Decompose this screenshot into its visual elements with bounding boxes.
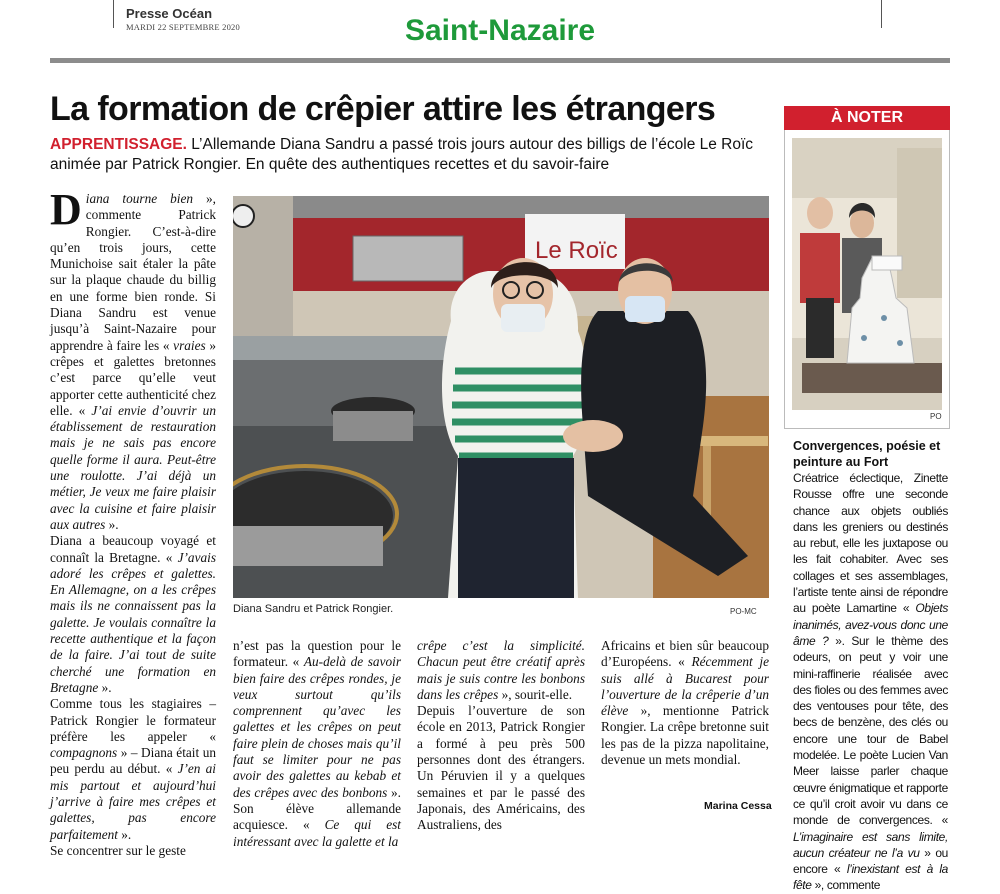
article-paragraph: Depuis l’ouverture de son école en 2013, Patrick Rongier a formé à peu près 500 personnes dont des étrangers. Un Péruvien il y a quelques semaines et par le passé des Japonais, des Américains, des Australiens, des xyxy=(417,703,585,833)
article-column-1 xyxy=(50,185,216,859)
article-standfirst xyxy=(50,135,780,175)
article-paragraph: Africains et bien sûr beaucoup d’Européens. « Récemment je suis allé à Bucarest pour l’ouverture de la crêperie d’un élève », mentionne Patrick Rongier. La crêpe bretonne suit les pas de la pizza napolitaine, devenue un mets mondial. xyxy=(601,638,769,768)
article-photo xyxy=(233,196,769,598)
article-column-2 xyxy=(233,638,401,850)
sidebar-heading: À NOTER xyxy=(784,106,950,130)
photo-credit: PO-MC xyxy=(730,607,757,616)
article-paragraph: Comme tous les stagiaires – Patrick Rongier le formateur préfère les appeler « compagnons » – Diana était un peu perdu au début. « J’en ai mis partout et aujourd’hui j’arrive à faire mes crêpes et galettes, pas encore parfaitement ». xyxy=(50,696,216,842)
publication-name: Presse Océan xyxy=(126,6,213,21)
sidebar-photo xyxy=(792,138,942,410)
article-chapo-text: L’Allemande Diana Sandru a passé trois jours autour des billigs de l’école Le Roïc animée par Patrick Rongier. En quête des authentiques recettes et du savoir-faire xyxy=(50,136,754,173)
section-title: Saint-Nazaire xyxy=(404,14,596,47)
sidebar-title: Convergences, poésie et peinture au Fort xyxy=(793,439,941,469)
article-paragraph: n’est pas la question pour le formateur. « Au-delà de savoir bien faire des crêpes rondes, je veux surtout qu’ils comprennent qu’avec les galettes et les crêpes on peut faire plein de choses mais qu’il faut se limiter pour ne pas avoir des galettes au kebab et des crêpes avec des bonbons ». Son élève allemande acquiesce. « Ce qui est intéressant avec la galette et la xyxy=(233,638,402,849)
sidebar-paragraph: Créatrice éclectique, Zinette Rousse offre une seconde chance aux objets oubliés dans les greniers ou destinés au rebut, elle les juxtapose ou les fait cohabiter. Avec ses collages et ses assemblages, l’artiste tente ainsi de répondre au poète Lamartine « Objets inanimés, avez-vous donc une âme ? ». Sur le thème des odeurs, on peut y voir une mini-raffinerie réalisée avec des fioles ou des femmes avec des ventouses pour tête, des becs de benzène, des clés ou encore une tour de Babel modelée. Le poète Lucien Van Meer laisse parler chaque œuvre énigmatique et rapporte ce qu’il croit avoir vu dans ce monde de convergences. « L’imaginaire est sans limite, aucun créateur ne l’a vu » ou encore « l’inexistant est à la fête », commente xyxy=(793,471,949,893)
header-rule xyxy=(50,58,950,63)
photo-caption: Diana Sandru et Patrick Rongier. xyxy=(233,603,394,615)
publication-date: MARDI 22 SEPTEMBRE 2020 xyxy=(126,22,240,32)
article-column-3 xyxy=(417,638,585,834)
article-paragraph: Diana tourne bien », commente Patrick Rongier. C’est-à-dire qu’en trois jours, cette Munichoise sait étaler la pâte sur la plaque chaude du billig en une forme bien ronde. Si Diana Sandru est venue jusqu’à Saint-Nazaire pour apprendre à faire les « vraies » crêpes et galettes bretonnes c’est parce qu’elle veut apporter cette authenticité chez elle. « J’ai envie d’ouvrir un établissement de restauration mais je ne sais pas encore quelle forme il aura. Peut-être une roulotte. J’ai déjà un métier, Je veux me faire plaisir avec la cuisine et faire plaisir aux autres ». xyxy=(50,185,216,532)
article-kicker: APPRENTISSAGE. xyxy=(50,136,187,153)
sidebar-photo-credit: PO xyxy=(930,412,942,421)
article-paragraph: Diana a beaucoup voyagé et connaît la Bretagne. « J’avais adoré les crêpes et galettes. En Allemagne, on a les crêpes mais ils ne connaissent pas la galette. Je voulais connaître la recette authentique et la façon de la faire. J’ai tout de suite cherché une formation en Bretagne ». xyxy=(50,533,216,695)
sculpture-photo-illustration xyxy=(792,138,942,410)
sign-text: Le Roïc xyxy=(535,237,618,264)
article-author: Marina Cessa xyxy=(704,800,772,812)
drop-cap: D xyxy=(50,185,82,234)
article-paragraph: crêpe c’est la simplicité. Chacun peut être créatif après mais je suis contre les bonbons dans les crêpes », sourit-elle. xyxy=(417,638,585,702)
sidebar-body xyxy=(793,470,948,894)
article-headline: La formation de crêpier attire les étrangers xyxy=(50,90,716,128)
article-paragraph: Se concentrer sur le geste xyxy=(50,842,186,858)
article-column-4 xyxy=(601,638,769,768)
kitchen-photo-illustration xyxy=(233,196,769,598)
